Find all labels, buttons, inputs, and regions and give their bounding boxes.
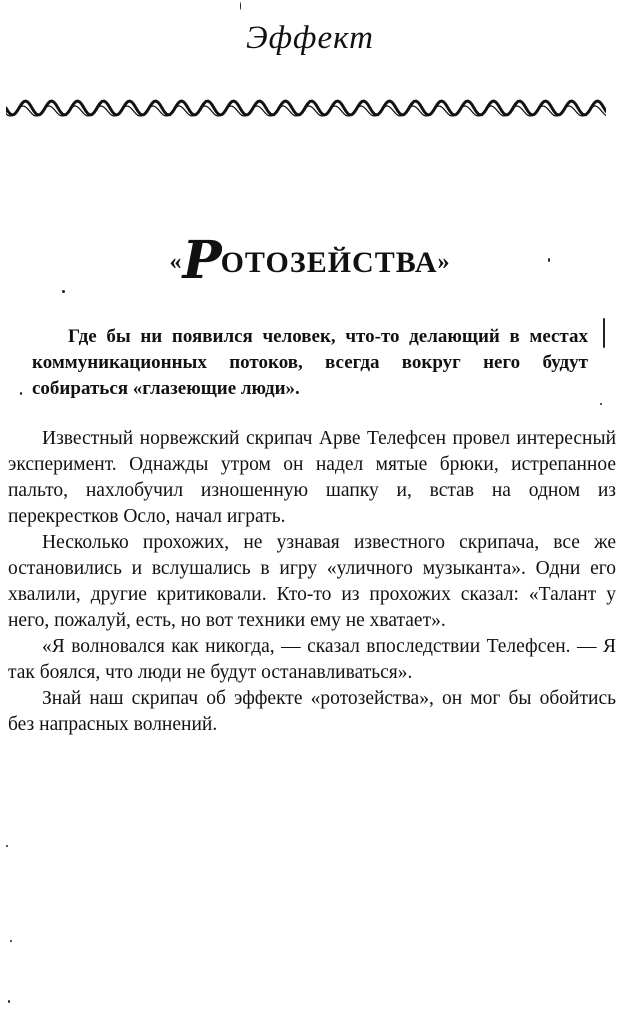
scan-speck xyxy=(8,1000,10,1003)
title-close-quote: » xyxy=(437,249,451,275)
paragraph-2: Несколько прохожих, не узнавая известного скрипача, все же остановились и вслушались в игру «уличного музыканта». Одни его хвалили, другие критиковали. Кто-то из прохожих сказал: «Талант у него, пожалуй, есть, но вот техники ему не хватает». xyxy=(8,532,616,631)
scan-speck xyxy=(6,845,8,847)
scan-speck xyxy=(603,318,605,348)
scan-speck xyxy=(240,2,241,10)
scan-speck xyxy=(10,940,12,942)
lead-paragraph: Где бы ни появился человек, что-то делающий в местах коммуникационных потоков, всегда вокруг него будут собираться «глазеющие люди». xyxy=(32,326,588,399)
scan-speck xyxy=(20,392,22,395)
paragraph-1: Известный норвежский скрипач Арве Телефсен провел интересный эксперимент. Однажды утром он надел мятые брюки, истрепанное пальто, нахлобучил изношенную шапку и, встав на одном из перекрестков Осло, начал играть. xyxy=(8,428,616,527)
title-rest: ОТОЗЕЙСТВА xyxy=(220,246,438,279)
title-initial-letter: Р xyxy=(182,230,223,291)
scan-speck xyxy=(600,403,602,405)
title-open-quote: « xyxy=(169,249,183,275)
article-title xyxy=(0,230,620,291)
scan-speck xyxy=(548,258,550,262)
section-header: Эффект xyxy=(246,20,374,56)
wavy-divider xyxy=(6,96,606,120)
paragraph-3: «Я волновался как никогда, — сказал впоследствии Телефсен. — Я так боялся, что люди не будут останавливаться». xyxy=(8,636,616,683)
body-text xyxy=(8,426,616,738)
paragraph-4: Знай наш скрипач об эффекте «ротозейства», он мог бы обойтись без напрасных волнений. xyxy=(8,688,616,735)
scan-speck xyxy=(62,290,65,293)
